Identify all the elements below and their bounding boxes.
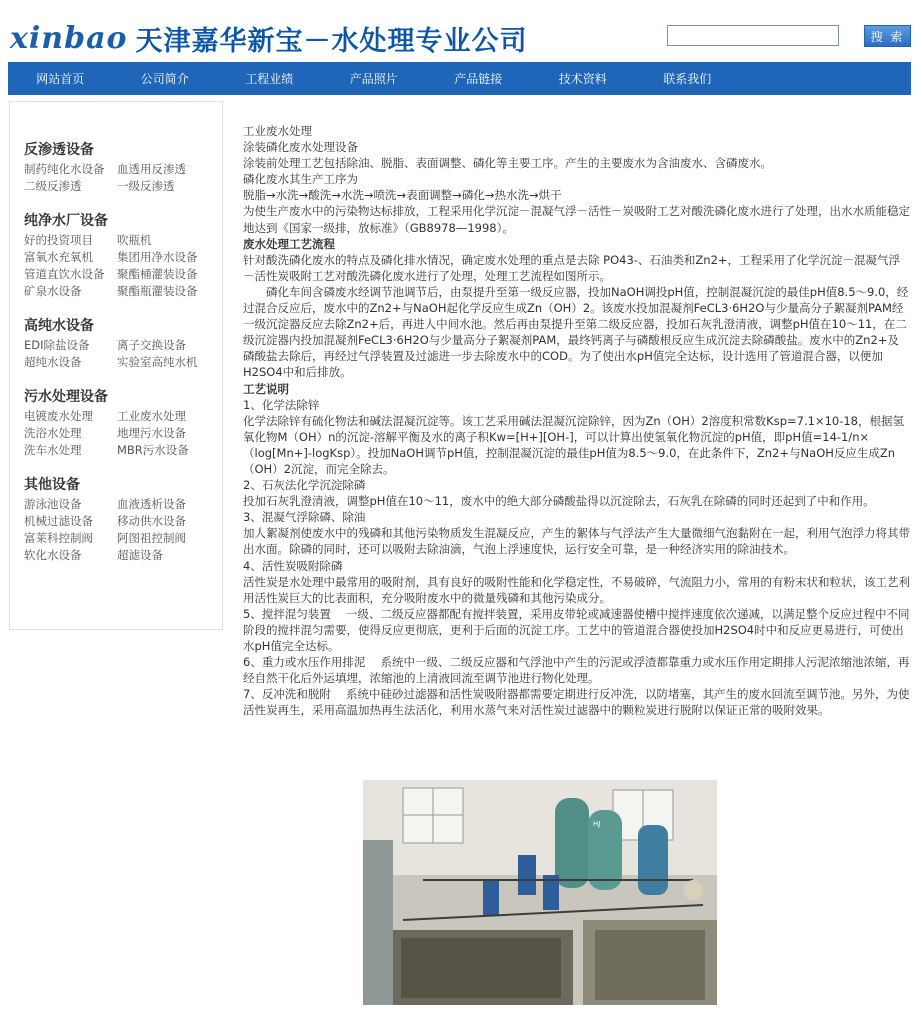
article-text: 投加石灰乳澄清液，调整pH值在10～11，废水中的绝大部分磷酸盐得以沉淀除去，石灰乳在除磷的同时还起到了中和作用。 bbox=[243, 494, 875, 509]
article-text: 为使生产废水中的污染物达标排放，工程采用化学沉淀－混凝气浮－活性－炭吸附工艺对酸洗磷化废水进行了处理，出水水质能稳定地达到《国家一级排，放标准》（GB8978—1998）。 bbox=[243, 204, 910, 235]
article-text: 磷化废水其生产工序为 bbox=[243, 172, 358, 187]
article bbox=[243, 123, 910, 718]
article-text: 7、反冲洗和脱附 系统中硅砂过滤器和活性炭吸附器都需要定期进行反冲洗，以防堵塞，其产生的废水回流至调节池。另外，为使活性炭再生，采用高温加热再生法活化，利用水蒸气来对活性炭过滤器中的颗粒炭进行脱附以保证正常的吸附效果。 bbox=[243, 687, 910, 718]
equipment-photo bbox=[363, 780, 717, 1005]
category-title[interactable]: 高纯水设备 bbox=[24, 318, 94, 334]
main-nav bbox=[8, 62, 911, 95]
sidebar-link[interactable]: EDI除盐设备 bbox=[24, 338, 90, 352]
category-items bbox=[24, 161, 222, 195]
article-text: 脱脂→水洗→酸洗→水洗→喷洗→表面调整→磷化→热水洗→烘干 bbox=[243, 188, 562, 203]
site-logo[interactable] bbox=[10, 18, 528, 58]
article-text: 6、重力或水压作用排泥 系统中一级、二级反应器和气浮池中产生的污泥或浮渣都靠重力或水压作用定期排人污泥浓缩池浓缩，再经自然干化后外运填埋，浓缩池的上清液回流至调节池进行物化处理。 bbox=[243, 655, 910, 686]
sidebar-category bbox=[24, 316, 222, 371]
header bbox=[0, 0, 922, 62]
sidebar-link[interactable]: 血液透析设备 bbox=[117, 497, 186, 511]
sidebar-link[interactable]: 离子交换设备 bbox=[117, 338, 186, 352]
sidebar-link[interactable]: 聚酯瓶灌装设备 bbox=[117, 284, 198, 298]
sidebar-link[interactable]: 实验室高纯水机 bbox=[117, 355, 198, 369]
sidebar-link[interactable]: 血透用反渗透 bbox=[117, 162, 186, 176]
category-items bbox=[24, 337, 222, 371]
logo-en: xinbao bbox=[10, 20, 128, 56]
article-text: 4、活性炭吸附除磷 bbox=[243, 558, 343, 573]
nav-about[interactable]: 公司简介 bbox=[140, 72, 189, 86]
sidebar-link[interactable]: 好的投资项目 bbox=[24, 233, 93, 247]
nav-links[interactable]: 产品链接 bbox=[454, 72, 503, 86]
sidebar-link[interactable]: 软化水设备 bbox=[24, 548, 82, 562]
search-button[interactable]: 搜 索 bbox=[864, 25, 911, 47]
sidebar-link[interactable]: MBR污水设备 bbox=[117, 443, 189, 457]
article-text: 1、化学法除锌 bbox=[243, 397, 320, 412]
category-items bbox=[24, 232, 222, 300]
article-text: 5、搅拌混匀装置 一级、二级反应器都配有搅拌装置，采用皮带轮或减速器使槽中搅拌速度依次递减，以满足整个反应过程中不同阶段的搅拌混匀需要，使得反应更彻底，更利于后面的沉淀工序。工艺中的管道混合器使投加H2SO4时中和反应更易进行，可使出水pH值完全达标。 bbox=[243, 606, 910, 653]
sidebar bbox=[9, 101, 223, 630]
article-text: 涂装磷化废水处理设备 bbox=[243, 140, 358, 155]
section-heading: 工艺说明 bbox=[243, 381, 289, 396]
category-items bbox=[24, 408, 222, 459]
article-text: 针对酸洗磷化废水的特点及磷化排水情况，确定废水处理的重点是去除 PO43-、石油类和Zn2+，工程采用了化学沉淀－混凝气浮－活性炭吸附工艺对酸洗磷化废水进行了处理，处理工艺流程如图所示。 bbox=[243, 252, 901, 283]
sidebar-category bbox=[24, 211, 222, 300]
article-text: 3、混凝气浮除磷、除油 bbox=[243, 510, 366, 525]
sidebar-link[interactable]: 电镀废水处理 bbox=[24, 409, 93, 423]
sidebar-link[interactable]: 洗浴水处理 bbox=[24, 426, 82, 440]
sidebar-link[interactable]: 超滤设备 bbox=[117, 548, 163, 562]
sidebar-link[interactable]: 矿泉水设备 bbox=[24, 284, 82, 298]
sidebar-link[interactable]: 二级反渗透 bbox=[24, 179, 82, 193]
section-heading: 废水处理工艺流程 bbox=[243, 236, 335, 251]
article-text: 活性炭是水处理中最常用的吸附剂，具有良好的吸附性能和化学稳定性，不易破碎，气流阻力小，常用的有粉末状和粒状，该工艺利用活性炭巨大的比表面积，充分吸附废水中的微量残磷和其他污染成分。 bbox=[243, 574, 910, 605]
sidebar-link[interactable]: 阿图祖控制阀 bbox=[117, 531, 186, 545]
logo-cn: 天津嘉华新宝－水处理专业公司 bbox=[135, 25, 528, 57]
sidebar-link[interactable]: 移动供水设备 bbox=[117, 514, 186, 528]
nav-home[interactable]: 网站首页 bbox=[36, 72, 85, 86]
nav-projects[interactable]: 工程业绩 bbox=[245, 72, 294, 86]
sidebar-link[interactable]: 制药纯化水设备 bbox=[24, 162, 105, 176]
article-text: 加人絮凝剂使废水中的残磷和其他污染物质发生混凝反应，产生的絮体与气浮法产生大量微细气泡黏附在一起，利用气泡浮力将其带出水面。除磷的同时，还可以吸附去除油滴，气泡上浮速度快，运行安全可靠，是一种经济实用的除油技术。 bbox=[243, 526, 910, 557]
article-text: 磷化车间含磷废水经调节池调节后，由泵提升至第一级反应器，投加NaOH调投pH值，控制混凝沉淀的最佳pH值8.5～9.0，经过混合反应后，废水中的Zn2+与NaOH起化学反应生成Zn（OH）2。该废水投加混凝剂FeCL3·6H2O与少量高分子絮凝剂PAM经一级沉淀器反应去除Zn2+后，再进人中间水池。然后再由泵提升至第二级反应器，投加石灰乳澄清液，调整pH值在10～11，在二级沉淀器内投加混凝剂FeCL3·6H2O与少量高分子絮凝剂PAM，最终钙离子与磷酸根反应生成沉淀去除磷酸盐。废水中的Zn2+及磷酸盐去除后，再经过气浮装置及过滤进一步去除废水中的COD。为了使出水pH值完全达标，设计选用了管道混合器，以便加H2SO4中和后排放。 bbox=[243, 284, 909, 380]
category-title[interactable]: 其他设备 bbox=[24, 477, 80, 493]
sidebar-category bbox=[24, 387, 222, 459]
category-title[interactable]: 污水处理设备 bbox=[24, 389, 108, 405]
search-input[interactable] bbox=[667, 25, 839, 46]
sidebar-link[interactable]: 一级反渗透 bbox=[117, 179, 175, 193]
sidebar-link[interactable]: 工业废水处理 bbox=[117, 409, 186, 423]
sidebar-link[interactable]: 洗车水处理 bbox=[24, 443, 82, 457]
photo-label: HJ bbox=[593, 820, 601, 828]
article-text: 涂装前处理工艺包括除油、脱脂、表面调整、磷化等主要工序。产生的主要废水为含油废水、含磷废水。 bbox=[243, 156, 772, 171]
sidebar-category bbox=[24, 475, 222, 564]
sidebar-link[interactable]: 超纯水设备 bbox=[24, 355, 82, 369]
sidebar-link[interactable]: 游泳池设备 bbox=[24, 497, 82, 511]
equipment-photo-image bbox=[363, 780, 717, 1005]
sidebar-link[interactable]: 吹瓶机 bbox=[117, 233, 152, 247]
nav-contact[interactable]: 联系我们 bbox=[663, 72, 712, 86]
nav-photos[interactable]: 产品照片 bbox=[349, 72, 398, 86]
sidebar-link[interactable]: 富莱科控制阀 bbox=[24, 531, 93, 545]
article-text: 工业废水处理 bbox=[243, 124, 312, 138]
category-title[interactable]: 纯净水厂设备 bbox=[24, 213, 108, 229]
sidebar-category bbox=[24, 140, 222, 195]
article-text: 化学法除锌有硫化物法和碱法混凝沉淀等。该工艺采用碱法混凝沉淀除锌，因为Zn（OH）2溶度积常数Ksp=7.1×10-18，根据氢氧化物M（OH）n的沉淀-溶解平衡及水的离子积Kw=[H+][OH-]，可以计算出使氢氧化物沉淀的pH值，即pH值=14-1/n×（log[Mn+]-logKsp）。投加NaOH调节pH值，控制混凝沉淀的最佳pH值为8.5～9.0，在此条件下，Zn2+与NaOH反应生成Zn（OH）2沉淀，而完全除去。 bbox=[243, 413, 904, 476]
article-text: 2、石灰法化学沉淀除磷 bbox=[243, 478, 366, 493]
category-items bbox=[24, 496, 222, 564]
category-title[interactable]: 反渗透设备 bbox=[24, 142, 94, 158]
sidebar-link[interactable]: 地埋污水设备 bbox=[117, 426, 186, 440]
sidebar-link[interactable]: 机械过滤设备 bbox=[24, 514, 93, 528]
nav-tech[interactable]: 技术资料 bbox=[558, 72, 607, 86]
sidebar-link[interactable]: 聚酯桶灌装设备 bbox=[117, 267, 198, 281]
sidebar-link[interactable]: 管道直饮水设备 bbox=[24, 267, 105, 281]
sidebar-link[interactable]: 集团用净水设备 bbox=[117, 250, 198, 264]
sidebar-link[interactable]: 富氧水充氧机 bbox=[24, 250, 93, 264]
